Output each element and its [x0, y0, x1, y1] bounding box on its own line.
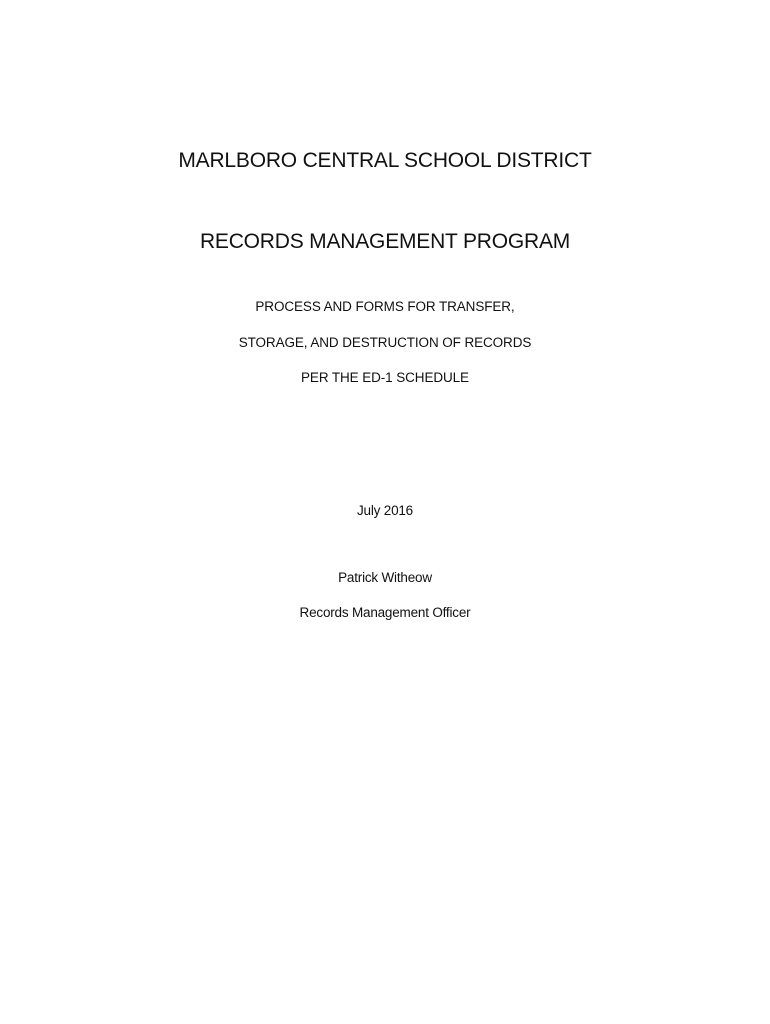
program-title: RECORDS MANAGEMENT PROGRAM — [199, 230, 571, 253]
subtitle-line: PER THE ED-1 SCHEDULE — [301, 370, 469, 385]
author-name: Patrick Witheow — [338, 570, 432, 585]
organization-title: MARLBORO CENTRAL SCHOOL DISTRICT — [178, 149, 592, 172]
document-date: July 2016 — [357, 503, 413, 518]
subtitle-line: STORAGE, AND DESTRUCTION OF RECORDS — [238, 335, 532, 350]
author-role: Records Management Officer — [299, 605, 471, 620]
subtitle-line: PROCESS AND FORMS FOR TRANSFER, — [255, 299, 515, 314]
